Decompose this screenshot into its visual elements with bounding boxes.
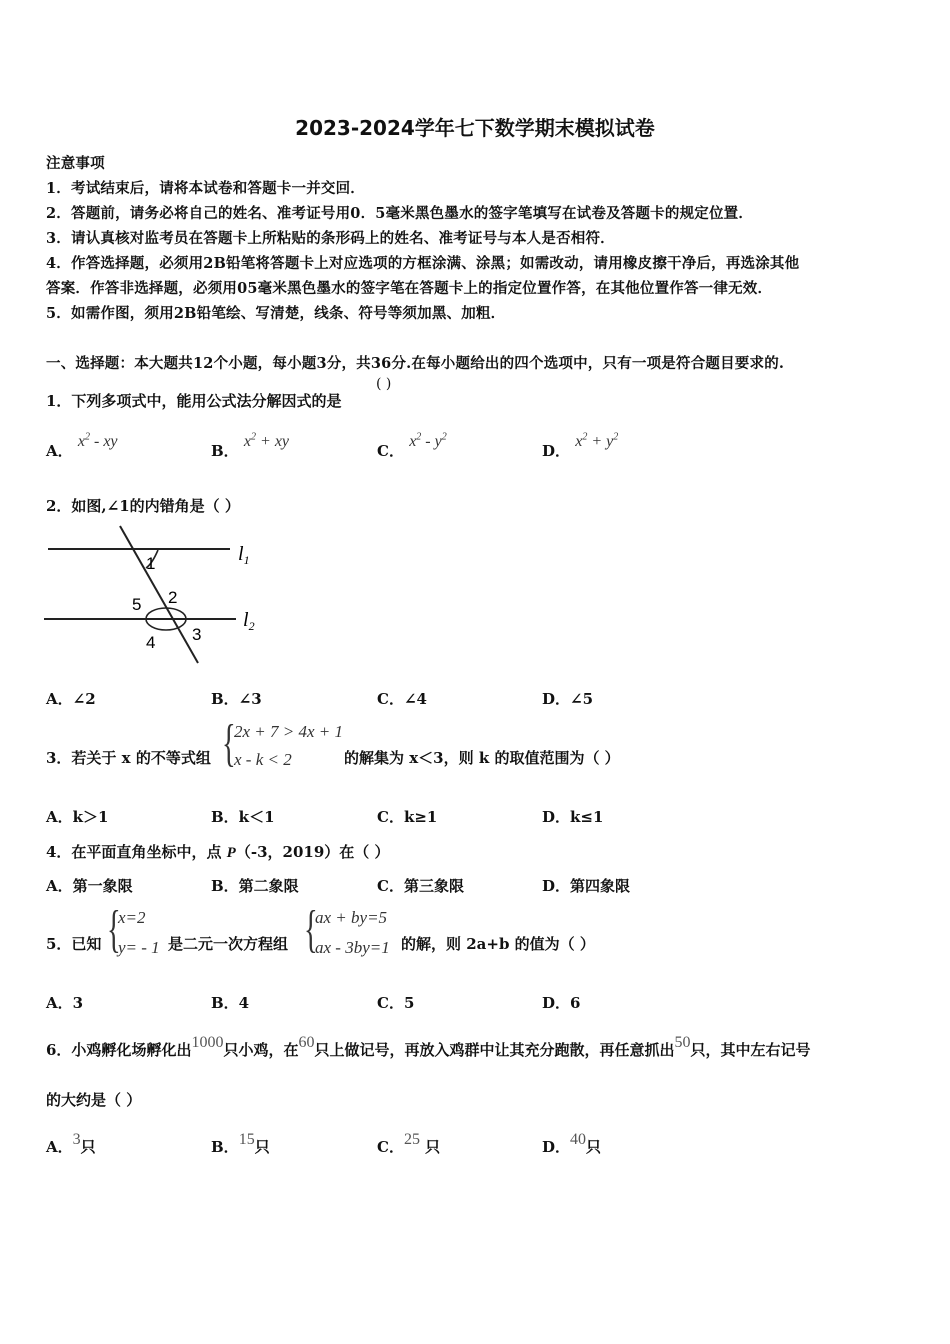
angle-label-4: 4: [146, 633, 156, 652]
question-4-stem: 4．在平面直角坐标中，点 P（-3，2019）在（ ）: [46, 843, 390, 861]
label-l1: $l_1$: [238, 543, 250, 567]
q3-option-d: D．k≤1: [542, 808, 604, 826]
q2-option-d: D．∠5: [542, 690, 594, 708]
q1-option-b: B． $x^2$ + xy: [211, 431, 290, 460]
notice-line: 1．考试结束后，请将本试卷和答题卡一并交回．: [46, 180, 365, 197]
q5-option-a: A．3: [46, 994, 84, 1012]
q4-option-d: D．第四象限: [542, 877, 631, 895]
inequality-line-2: x - k < 2: [234, 750, 292, 769]
q6-option-b: B．15只: [211, 1131, 270, 1156]
question-3-suffix: 的解集为 x＜3，则 k 的取值范围为（ ）: [344, 749, 620, 767]
angle-label-1: 1: [146, 554, 156, 573]
notice-line: 2．答题前，请务必将自己的姓名、准考证号用0．5毫米黑色墨水的签字笔填写在试卷及答题卡的规定位置．: [46, 205, 754, 222]
page-title: 2023-2024学年七下数学期末模拟试卷: [295, 116, 655, 140]
q6-option-c: C．25 只: [377, 1131, 441, 1156]
system-brace: {: [304, 901, 318, 958]
notice-line: 3．请认真核对监考员在答题卡上所粘贴的条形码上的姓名、准考证号与本人是否相符．: [46, 230, 615, 247]
question-6-stem: 6．小鸡孵化场孵化出1000只小鸡，在60只上做记号，再放入鸡群中让其充分跑散，再任意抓出50只，其中左右记号: [46, 1034, 811, 1059]
q2-option-c: C．∠4: [377, 690, 427, 708]
q1-option-a: A． $x^2$ - xy: [46, 431, 118, 460]
question-1-answer-paren: ( ): [376, 376, 392, 392]
question-1-stem: 1．下列多项式中，能用公式法分解因式的是: [46, 392, 342, 410]
system-line-1: ax + by=5: [315, 908, 388, 927]
q3-option-a: A．k＞1: [46, 808, 109, 826]
q5-option-c: C．5: [377, 994, 415, 1012]
question-6-stem-line-2: 的大约是（ ）: [46, 1091, 142, 1109]
question-3-prefix: 3．若关于 x 的不等式组: [46, 749, 211, 767]
q4-option-a: A．第一象限: [46, 877, 133, 895]
q6-option-a: A．3只: [46, 1131, 96, 1156]
solution-line-1: x=2: [118, 908, 146, 927]
q5-option-d: D．6: [542, 994, 581, 1012]
label-l2: $l_2$: [243, 609, 255, 633]
solution-brace: {: [107, 901, 121, 958]
q3-option-b: B．k＜1: [211, 808, 275, 826]
q4-option-b: B．第二象限: [211, 877, 299, 895]
q1-option-c: C． $x^2 - y^2$: [377, 431, 447, 460]
angle-label-5: 5: [132, 595, 142, 614]
inequality-brace: {: [222, 715, 236, 772]
system-line-2: ax - 3by=1: [315, 938, 390, 957]
notice-line: 4．作答选择题，必须用2B铅笔将答题卡上对应选项的方框涂满、涂黑；如需改动，请用橡皮擦干净后，再选涂其他: [46, 255, 800, 272]
q5-option-b: B．4: [211, 994, 250, 1012]
solution-line-2: y= - 1: [118, 938, 160, 957]
q3-option-c: C．k≥1: [377, 808, 438, 826]
section-heading: 一、选择题：本大题共12个小题，每小题3分，共36分.在每小题给出的四个选项中，只有一项是符合题目要求的.: [46, 355, 785, 372]
angle-label-3: 3: [192, 625, 202, 644]
question-5-middle: 是二元一次方程组: [168, 935, 289, 953]
q4-option-c: C．第三象限: [377, 877, 464, 895]
parallel-lines-figure: [40, 520, 280, 670]
question-5-prefix: 5．已知: [46, 935, 102, 953]
q2-option-b: B．∠3: [211, 690, 262, 708]
angle-label-2: 2: [168, 588, 178, 607]
question-5-suffix: 的解，则 2a+b 的值为（ ）: [401, 935, 595, 953]
question-2-stem: 2．如图,∠1的内错角是（ ）: [46, 497, 240, 515]
notice-line: 答案．作答非选择题，必须用05毫米黑色墨水的签字笔在答题卡上的指定位置作答，在其他位置作答一律无效．: [46, 280, 773, 297]
q2-option-a: A．∠2: [46, 690, 96, 708]
notice-heading: 注意事项: [46, 155, 105, 172]
inequality-line-1: 2x + 7 > 4x + 1: [234, 722, 344, 741]
q1-option-d: D． $x^2 + y^2$: [542, 431, 619, 460]
notice-line: 5．如需作图，须用2B铅笔绘、写清楚，线条、符号等须加黑、加粗．: [46, 305, 506, 322]
q6-option-d: D．40只: [542, 1131, 602, 1156]
